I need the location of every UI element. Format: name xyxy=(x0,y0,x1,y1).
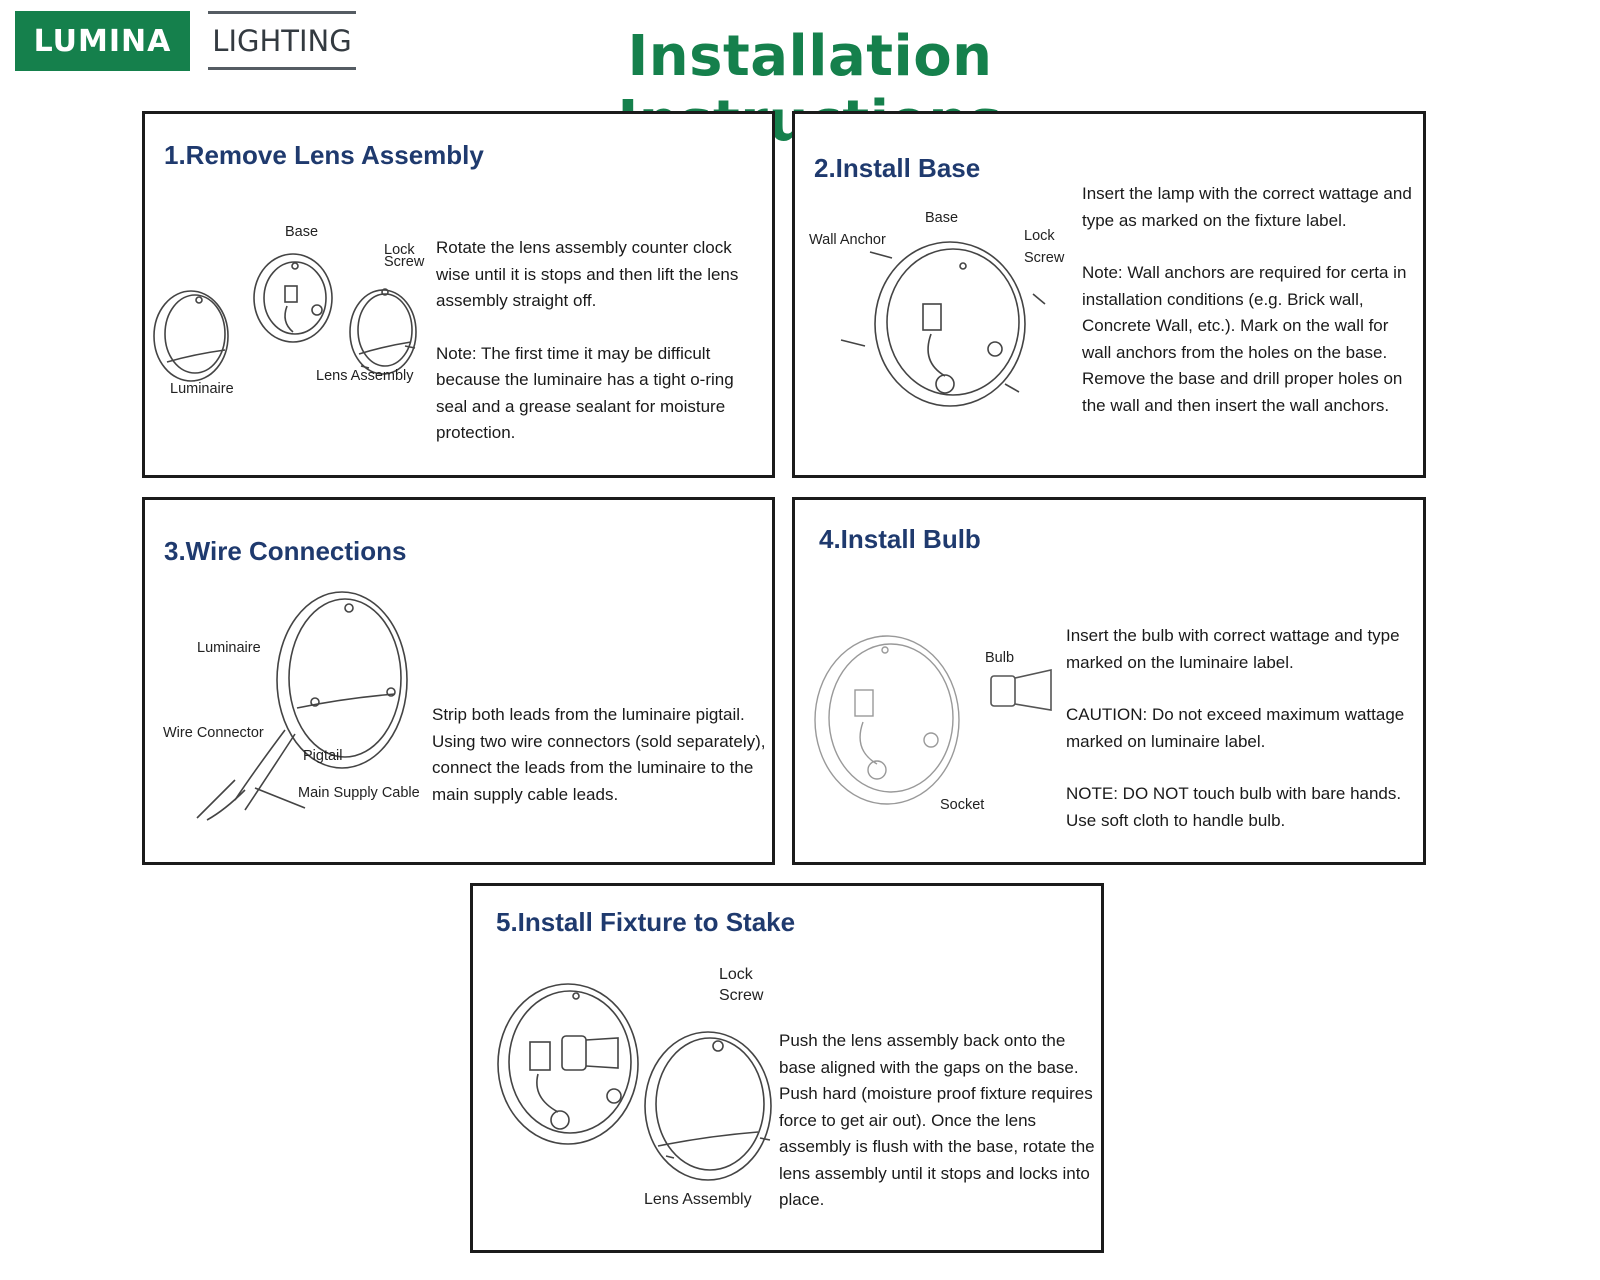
step-3-heading: 3.Wire Connections xyxy=(164,536,407,566)
label-screw: Screw xyxy=(719,987,764,1004)
step-2-text-2: Note: Wall anchors are required for certa in installation conditions (e.g. Brick wall, Concrete Wall, etc.). Mark on the wall for wall anchors from the holes on the base. Remove the base and drill proper holes on the wall and then insert the wall anchors. xyxy=(1082,263,1407,415)
bulb-install-diagram xyxy=(805,630,1065,820)
step-4-instructions xyxy=(1066,623,1406,834)
step-5-panel xyxy=(470,883,1104,1253)
label-socket: Socket xyxy=(940,797,985,813)
page-title: Installation xyxy=(627,24,993,89)
fixture-to-stake-diagram xyxy=(488,976,788,1186)
step-2-instructions xyxy=(1082,181,1412,419)
step-2-panel xyxy=(792,111,1426,478)
step-1-text-1: Rotate the lens assembly counter clock wise until it is stops and then lift the lens assembly straight off. xyxy=(436,238,739,310)
label-lens-assembly: Lens Assembly xyxy=(316,368,414,384)
label-lock: Lock xyxy=(719,966,753,983)
label-base: Base xyxy=(925,210,959,226)
label-pigtail: Pigtail xyxy=(303,748,343,764)
label-base: Base xyxy=(285,224,319,240)
label-main-supply-cable: Main Supply Cable xyxy=(298,785,420,801)
label-luminaire: Luminaire xyxy=(170,381,234,397)
step-3-text-1: Strip both leads from the luminaire pigtail. Using two wire connectors (sold separately), connect the leads from the luminaire to the main supply cable leads. xyxy=(432,705,766,804)
step-5-text-1: Push the lens assembly back onto the base aligned with the gaps on the base. Push hard (moisture proof fixture requires force to get air out). Once the lens assembly is flush with the base, rotate the lens assembly until it stops and locks into place. xyxy=(779,1031,1095,1209)
step-1-panel xyxy=(142,111,775,478)
step-1-heading: 1.Remove Lens Assembly xyxy=(164,140,484,170)
label-screw: Screw xyxy=(1024,250,1065,266)
step-1-instructions xyxy=(436,235,766,447)
step-2-heading: 2.Install Base xyxy=(814,153,981,183)
brand-logo-lighting: LIGHTING xyxy=(208,11,356,70)
step-3-instructions xyxy=(432,702,767,808)
step-5-instructions xyxy=(779,1028,1097,1214)
label-bulb: Bulb xyxy=(985,650,1015,666)
label-lock: Lock xyxy=(384,242,415,258)
step-5-heading: 5.Install Fixture to Stake xyxy=(496,907,796,937)
step-2-text-1: Insert the lamp with the correct wattage and type as marked on the fixture label. xyxy=(1082,184,1412,230)
label-lens-assembly: Lens Assembly xyxy=(644,1191,752,1208)
label-wall-anchor: Wall Anchor xyxy=(809,232,886,248)
label-screw: Screw xyxy=(384,254,425,270)
step-3-panel xyxy=(142,497,775,865)
step-4-heading: 4.Install Bulb xyxy=(819,524,981,554)
step-4-text-3: NOTE: DO NOT touch bulb with bare hands. Use soft cloth to handle bulb. xyxy=(1066,784,1402,830)
label-luminaire: Luminaire xyxy=(197,640,261,656)
step-4-panel xyxy=(792,497,1426,865)
brand-logo-lumina: LUMINA xyxy=(15,11,190,71)
step-4-text-1: Insert the bulb with correct wattage and type marked on the luminaire label. xyxy=(1066,626,1400,672)
label-lock: Lock xyxy=(1024,228,1055,244)
step-1-text-2: Note: The first time it may be difficult because the luminaire has a tight o-ring seal and a grease sealant for moisture protection. xyxy=(436,343,734,442)
step-4-text-2: CAUTION: Do not exceed maximum wattage marked on luminaire label. xyxy=(1066,705,1405,751)
label-wire-connector: Wire Connector xyxy=(163,725,264,741)
